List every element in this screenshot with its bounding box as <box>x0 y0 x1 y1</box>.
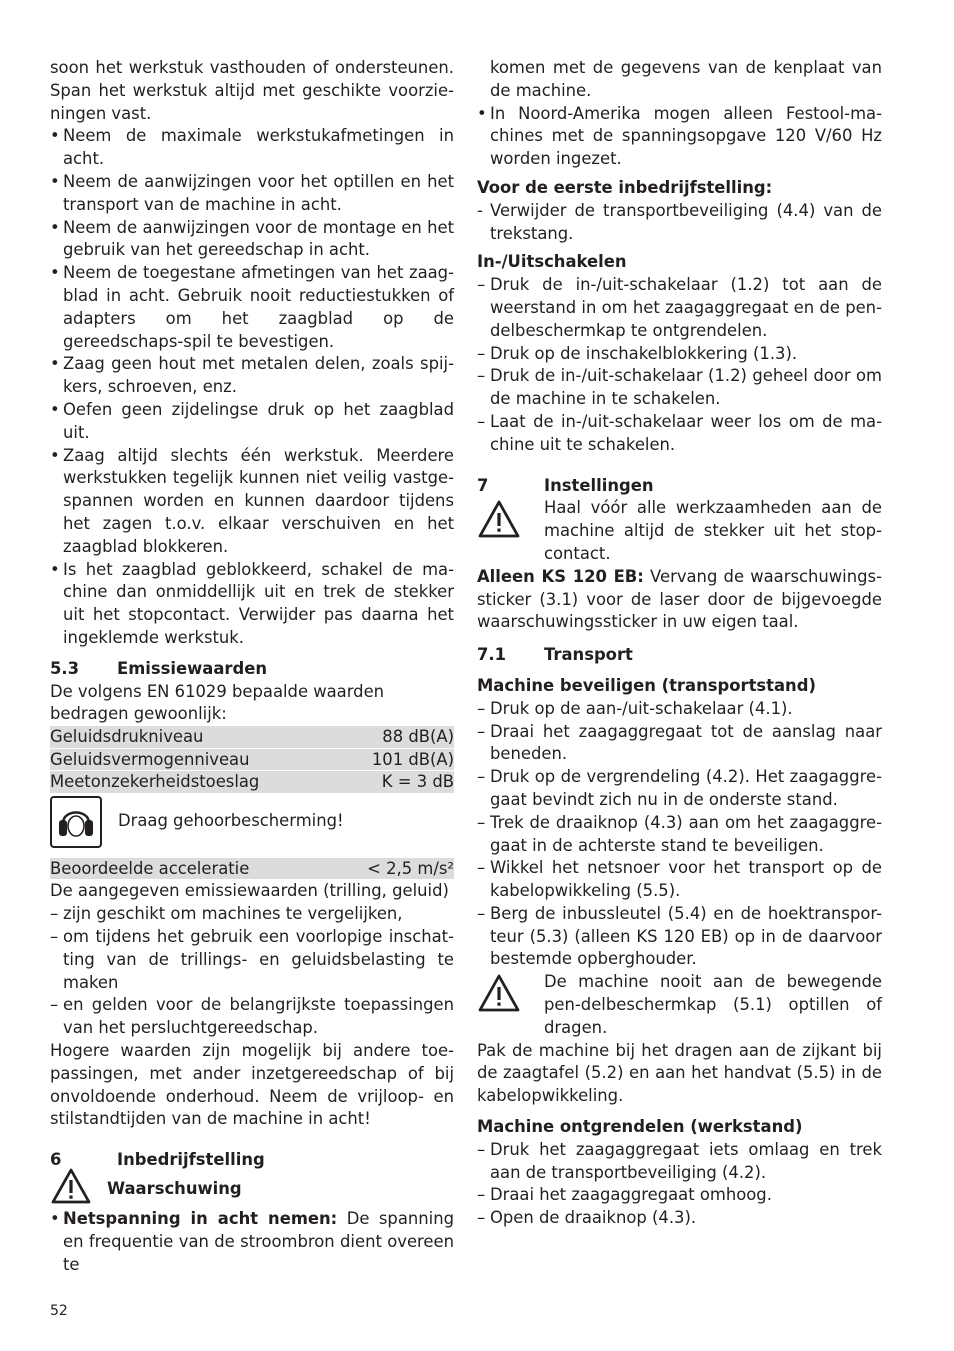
item-text: Verwijder de transportbeveiliging (4.4) van de trekstang. <box>490 200 882 243</box>
warning-triangle-icon <box>50 1167 107 1212</box>
section-number: 5.3 <box>50 658 80 678</box>
bullet-item: • Zaag altijd slechts één werkstuk. Meerdere werkstukken tegelijk kunnen niet veilig vastge-spannen worden en kunnen daardoor tijdens het zagen t.o.v. elkaar verschuiven en het zaagblad blokkeren. <box>50 445 454 556</box>
acceleration-row <box>50 858 454 881</box>
bullet-item: • Zaag geen hout met metalen delen, zoals spij-kers, schroeven, enz. <box>50 354 454 397</box>
dash-item: – Berg de inbussleutel (5.4) en de hoektranspor-teur (5.3) (alleen KS 120 EB) op in de daarvoor bestemde opberghouder. <box>477 903 882 969</box>
dash-item: – Druk de in-/uit-schakelaar (1.2) tot aan de weerstand in om het zaagaggregaat en de pen-delbeschermkap te ontgrendelen. <box>477 275 882 340</box>
ear-protection-note <box>50 796 454 848</box>
item-text: Zaag altijd slechts één werkstuk. Meerdere werkstukken tegelijk kunnen niet veilig vastge-spannen worden en kunnen daardoor tijdens het zagen t.o.v. elkaar verschuiven en het zaagblad blokkeren. <box>63 445 454 556</box>
emission-label: Meetonzekerheidstoeslag <box>50 772 260 792</box>
dash-item: – Druk op de vergrendeling (4.2). Het zaagaggre-gaat bevindt zich nu in de onderste stand. <box>477 767 882 809</box>
emission-closing: Hogere waarden zijn mogelijk bij andere toe-passingen, met ander inzetgereedschap of bij onvoldoende onderhoud. Neem de vrijloop- en stilstandtijden van de machine in acht! <box>50 1041 454 1129</box>
item-text: Neem de toegestane afmetingen van het zaag-blad in acht. Gebruik nooit reductiestukken of adapters om het zaagblad op de gereedschaps-spil te bevestigen. <box>63 263 454 351</box>
warning-text: Haal vóór alle werkzaamheden aan de machine altijd de stekker uit het stop-contact. <box>544 498 882 563</box>
acceleration-label: Beoordeelde acceleratie <box>50 858 250 878</box>
item-text: om tijdens het gebruik een voorlopige inschat-ting van de trillings- en geluidsbelasting te maken <box>63 927 454 992</box>
warning-title: Waarschuwing <box>107 1178 242 1198</box>
carry-text: Pak de machine bij het dragen aan de zijkant bij de zaagtafel (5.2) en aan het handvat (5.5) in de kabelopwikkeling. <box>477 1040 882 1106</box>
item-text: Neem de maximale werkstukafmetingen in acht. <box>63 126 454 169</box>
unlock-list <box>477 1139 882 1230</box>
left-column <box>50 57 454 1276</box>
item-text: Druk op de inschakelblokkering (1.3). <box>490 343 798 363</box>
dash-item: – Open de draaiknop (4.3). <box>477 1208 697 1228</box>
emission-dash-list <box>50 903 454 1040</box>
dash-item: – Laat de in-/uit-schakelaar weer los om de ma-chine uit te schakelen. <box>477 411 882 454</box>
first-start-heading: Voor de eerste inbedrijfstelling: <box>477 177 773 197</box>
section-7-heading <box>477 475 882 498</box>
item-text: Is het zaagblad geblokkeerd, schakel de ma-chine dan onmiddellijk uit en trek de stekker uit het stopcontact. Verwijder pas daarna het ingeklemde werkstuk. <box>63 559 454 647</box>
item-text: Druk op de aan-/uit-schakelaar (4.1). <box>490 698 793 718</box>
section-title: Emissiewaarden <box>117 658 268 678</box>
intro-paragraph: soon het werkstuk vasthouden of ondersteunen. Span het werkstuk altijd met geschikte voorzie-ningen vast. <box>50 58 454 123</box>
emission-label: Geluidsvermogenniveau <box>50 749 250 769</box>
warning-text: De machine nooit aan de bewegende pen-delbeschermkap (5.1) optillen of dragen. <box>544 972 882 1037</box>
section-5-3-heading <box>50 658 454 681</box>
dash-item: – Wikkel het netsnoer voor het transport op de kabelopwikkeling (5.5). <box>477 858 882 901</box>
emission-label: Geluidsdrukniveau <box>50 727 204 747</box>
dash-item: – om tijdens het gebruik een voorlopige inschat-ting van de trillings- en geluidsbelasting te maken <box>50 927 454 992</box>
item-text: Draai het zaagaggregaat tot de aanslag naar beneden. <box>490 721 882 764</box>
emission-value: 101 dB(A) <box>371 749 454 769</box>
emission-row <box>50 726 454 749</box>
warning-triangle-icon <box>477 499 521 546</box>
bullet-item: • Neem de toegestane afmetingen van het zaag-blad in acht. Gebruik nooit reductiestukken of adapters om het zaagblad op de gereedschaps-spil te bevestigen. <box>50 263 454 351</box>
bullet-item: • Neem de aanwijzingen voor de montage en het gebruik van het gereedschap in acht. <box>50 217 454 260</box>
ear-protection-text: Draag gehoorbescherming! <box>118 811 344 831</box>
emission-intro: De volgens EN 61029 bepaalde waarden bedragen gewoonlijk: <box>50 681 385 724</box>
dash-item: – en gelden voor de belangrijkste toepassingen van het persluchtgereedschap. <box>50 995 454 1038</box>
item-text: Neem de aanwijzingen voor het optillen en het transport van de machine in acht. <box>63 171 454 214</box>
unlock-heading: Machine ontgrendelen (werkstand) <box>477 1117 803 1137</box>
page-number: 52 <box>50 1303 68 1319</box>
safety-bullet-list <box>50 125 454 649</box>
item-text: Neem de aanwijzingen voor de montage en het gebruik van het gereedschap in acht. <box>63 217 454 260</box>
dash-item: – Druk op de aan-/uit-schakelaar (4.1). <box>477 698 793 718</box>
dash-item: – Trek de draaiknop (4.3) aan om het zaagaggre-gaat in de achterste stand te beveiligen. <box>477 812 882 855</box>
item-text: en gelden voor de belangrijkste toepassingen van het persluchtgereedschap. <box>63 995 454 1038</box>
dash-item: – Druk het zaagaggregaat iets omlaag en trek aan de transportbeveiliging (4.2). <box>477 1139 882 1182</box>
section-title: Instellingen <box>544 475 654 495</box>
warning-heading <box>50 1170 454 1208</box>
item-text: Wikkel het netsnoer voor het transport op de kabelopwikkeling (5.5). <box>490 858 882 901</box>
item-text: Draai het zaagaggregaat omhoog. <box>490 1185 772 1205</box>
item-text: Druk de in-/uit-schakelaar (1.2) tot aan de weerstand in om het zaagaggregaat en de pen-delbeschermkap te ontgrendelen. <box>490 275 882 340</box>
item-text: Druk op de vergrendeling (4.2). Het zaagaggre-gaat bevindt zich nu in de onderste stand. <box>490 767 882 809</box>
item-text: Druk het zaagaggregaat iets omlaag en trek aan de transportbeveiliging (4.2). <box>490 1139 882 1182</box>
bullet-item: • Neem de maximale werkstukafmetingen in acht. <box>50 126 454 169</box>
bullet-item: • Is het zaagblad geblokkeerd, schakel de ma-chine dan onmiddellijk uit en trek de stekker uit het stopcontact. Verwijder pas daarna het ingeklemde werkstuk. <box>50 559 454 647</box>
acceleration-value: < 2,5 m/s² <box>367 858 454 878</box>
carry-warning <box>477 971 882 1039</box>
right-column <box>477 57 882 1230</box>
item-text: Berg de inbussleutel (5.4) en de hoektranspor-teur (5.3) (alleen KS 120 EB) op in de daarvoor bestemde opberghouder. <box>490 903 882 969</box>
first-start-item: - Verwijder de transportbeveiliging (4.4) van de trekstang. <box>477 200 882 243</box>
section-6-heading <box>50 1149 454 1172</box>
warning-triangle-icon <box>477 973 521 1020</box>
dash-item: – Druk de in-/uit-schakelaar (1.2) geheel door om de machine in te schakelen. <box>477 366 882 409</box>
transport-secure-heading: Machine beveiligen (transportstand) <box>477 675 816 695</box>
dash-item: – Draai het zaagaggregaat tot de aanslag naar beneden. <box>477 721 882 764</box>
emission-after-text: De aangegeven emissiewaarden (trilling, geluid) <box>50 881 449 901</box>
bullet-item: • Oefen geen zijdelingse druk op het zaagblad uit. <box>50 399 454 442</box>
dash-item: – Druk op de inschakelblokkering (1.3). <box>477 343 798 363</box>
item-text: Zaag geen hout met metalen delen, zoals spij-kers, schroeven, enz. <box>63 354 454 397</box>
item-text: Druk de in-/uit-schakelaar (1.2) geheel door om de machine in te schakelen. <box>490 366 882 409</box>
emission-table <box>50 726 454 794</box>
item-text: zijn geschikt om machines te vergelijken, <box>63 904 403 924</box>
on-off-heading: In-/Uitschakelen <box>477 252 627 272</box>
item-text: Laat de in-/uit-schakelaar weer los om de ma-chine uit te schakelen. <box>490 411 882 454</box>
bullet-text: In Noord-Amerika mogen alleen Festool-ma-chines met de spanningsopgave 120 V/60 Hz worden ingezet. <box>490 103 882 169</box>
emission-value: K = 3 dB <box>381 772 454 792</box>
ear-protection-icon <box>50 796 102 848</box>
mains-voltage-bullet: • Netspanning in acht nemen: De spanning en frequentie van de stroombron dient overeen te <box>50 1209 454 1274</box>
ks120-text: Vervang de waarschuwings-sticker (3.1) voor de laser door de bijgevoegde waarschuwingssticker in uw eigen taal. <box>477 566 882 632</box>
emission-row <box>50 749 454 772</box>
section-number: 7 <box>477 475 489 495</box>
unplug-warning <box>477 497 882 565</box>
bullet-item: • Neem de aanwijzingen voor het optillen en het transport van de machine in acht. <box>50 171 454 214</box>
ks120-note <box>477 566 882 634</box>
section-title: Transport <box>544 645 633 665</box>
dash-item: – Draai het zaagaggregaat omhoog. <box>477 1185 772 1205</box>
continued-text: komen met de gegevens van de kenplaat van de machine. <box>490 58 882 100</box>
item-text: Oefen geen zijdelingse druk op het zaagblad uit. <box>63 399 454 442</box>
item-text: Trek de draaiknop (4.3) aan om het zaagaggre-gaat in de achterste stand te beveiligen. <box>490 812 882 855</box>
north-america-bullet: • In Noord-Amerika mogen alleen Festool-ma-chines met de spanningsopgave 120 V/60 Hz worden ingezet. <box>477 103 882 169</box>
transport-secure-list <box>477 698 882 972</box>
on-off-list <box>477 274 882 456</box>
dash-item: – zijn geschikt om machines te vergelijken, <box>50 904 403 924</box>
ks120-bold: Alleen KS 120 EB: <box>477 566 644 586</box>
section-number: 7.1 <box>477 645 507 665</box>
bullet-text: De spanning en frequentie van de stroombron dient overeen te <box>63 1209 454 1274</box>
bullet-bold: Netspanning in acht nemen: <box>63 1209 338 1229</box>
section-number: 6 <box>50 1150 62 1170</box>
section-7-1-heading <box>477 644 882 667</box>
emission-value: 88 dB(A) <box>382 727 454 747</box>
emission-row <box>50 771 454 794</box>
item-text: Open de draaiknop (4.3). <box>490 1208 697 1228</box>
section-title: Inbedrijfstelling <box>117 1150 265 1170</box>
